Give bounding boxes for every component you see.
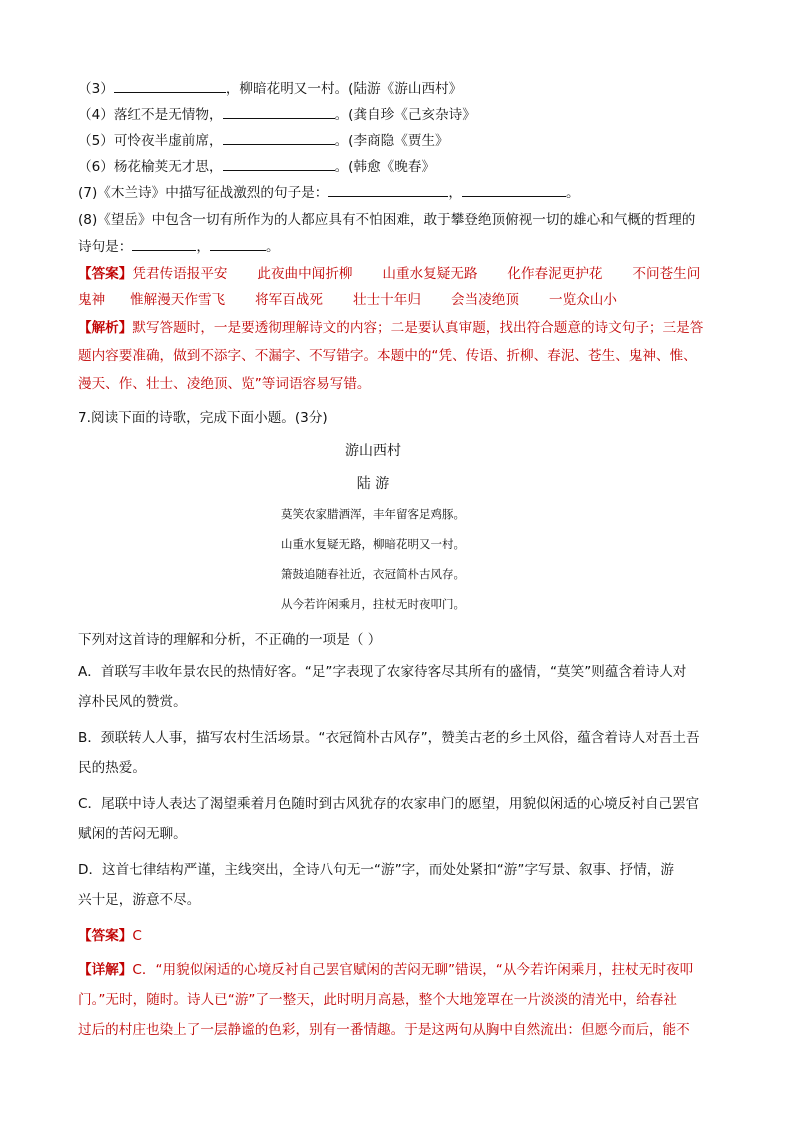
detail-7-line2: 门。”无时，随时。诗人已“游”了一整天，此时明月高悬，整个大地笼罩在一片淡淡的清光中，给春社 <box>78 992 677 1008</box>
answer-item: 不问苍生问 <box>632 266 701 282</box>
poem-author: 陆 游 <box>356 476 390 492</box>
fill-q3: （3） ，柳暗花明又一村。(陆游《游山西村》 <box>78 78 462 99</box>
answer-item: 山重水复疑无路 <box>382 266 478 282</box>
answer-blank <box>210 236 266 251</box>
answer-tag: 【答案】 <box>78 266 133 282</box>
answer-item: 此夜曲中闻折柳 <box>257 266 353 282</box>
poem-line: 莫笑农家腊酒浑，丰年留客足鸡豚。 <box>281 507 465 521</box>
fill-q6: （6）杨花榆荚无才思， 。(韩愈《晚春》 <box>78 156 435 177</box>
analysis-6-line2: 题内容要准确，做到不添字、不漏字、不写错字。本题中的“凭、传语、折柳、春泥、苍生、鬼神、惟、 <box>78 348 697 364</box>
fill-q4: （4）落红不是无情物， 。(龚自珍《己亥杂诗》 <box>78 104 476 125</box>
detail-7-line3: 过后的村庄也染上了一层静谧的色彩，别有一番情趣。于是这两句从胸中自然流出：但愿今而后，能不 <box>78 1022 690 1038</box>
poem-line: 箫鼓追随春社近，衣冠简朴古风存。 <box>281 567 465 581</box>
question-7-stem: 7.阅读下面的诗歌，完成下面小题。(3分) <box>78 410 328 426</box>
answer-blank <box>114 78 226 93</box>
answer-6-row1 <box>78 264 700 284</box>
analysis-6-line1: 【解析】默写答题时，一是要透彻理解诗文的内容；二是要认真审题，找出符合题意的诗文句子；三是答 <box>78 320 704 336</box>
option-d-line1: D．这首七律结构严谨，主线突出，全诗八句无一“游”字，而处处紧扣“游”字写景、叙事、抒情，游 <box>78 862 674 878</box>
poem-line: 山重水复疑无路，柳暗花明又一村。 <box>281 537 465 551</box>
fill-q8-line1: (8)《望岳》中包含一切有所作为的人都应具有不怕困难，敢于攀登绝顶俯视一切的雄心和气概的哲理的 <box>78 212 696 228</box>
option-c-line1: C．尾联中诗人表达了渴望乘着月色随时到古风犹存的农家串门的愿望，用貌似闲适的心境反衬自己罢官 <box>78 796 700 812</box>
analysis-6-line3: 漫天、作、壮士、凌绝顶、览”等词语容易写错。 <box>78 376 371 392</box>
answer-7 <box>78 926 142 946</box>
answer-blank <box>223 130 335 145</box>
answer-blank <box>223 156 335 171</box>
option-a-line2: 淳朴民风的赞赏。 <box>78 694 187 710</box>
answer-item: 壮士十年归 <box>353 292 421 308</box>
option-b-line2: 民的热爱。 <box>78 760 146 776</box>
analysis-tag: 【解析】 <box>78 320 133 336</box>
poem-title: 游山西村 <box>345 443 401 459</box>
answer-blank <box>223 104 335 119</box>
answer-6-row2 <box>78 290 617 310</box>
answer-item: 会当凌绝顶 <box>451 292 519 308</box>
poem-line: 从今若许闲乘月，拄杖无时夜叩门。 <box>281 597 465 611</box>
answer-blank <box>132 236 196 251</box>
fill-q8-line2: 诗句是： ， 。 <box>78 236 280 257</box>
answer-blank <box>462 182 566 197</box>
answer-item: 化作春泥更护花 <box>507 266 603 282</box>
option-a-line1: A．首联写丰收年景农民的热情好客。“足”字表现了农家待客尽其所有的盛情，“莫笑”则蕴含着诗人对 <box>78 664 687 680</box>
answer-item: 一览众山小 <box>549 292 617 308</box>
detail-tag: 【详解】 <box>78 962 133 978</box>
question-7-prompt: 下列对这首诗的理解和分析，不正确的一项是（ ） <box>78 632 382 648</box>
option-d-line2: 兴十足，游意不尽。 <box>78 892 201 908</box>
detail-7-line1: 【详解】C．“用貌似闲适的心境反衬自己罢官赋闲的苦闷无聊”错误，“从今若许闲乘月，拄杖无时夜叩 <box>78 962 694 978</box>
option-b-line1: B．颈联转人人事，描写农村生活场景。“衣冠简朴古风存”，赞美古老的乡土风俗，蕴含着诗人对吾土吾 <box>78 730 700 746</box>
fill-q5: （5）可怜夜半虚前席， 。(李商隐《贾生》 <box>78 130 449 151</box>
answer-item: 将军百战死 <box>255 292 323 308</box>
answer-blank <box>328 182 448 197</box>
answer-value: C <box>132 928 142 944</box>
option-c-line2: 赋闲的苦闷无聊。 <box>78 826 187 842</box>
answer-item: 凭君传语报平安 <box>132 266 228 282</box>
answer-item: 惟解漫天作雪飞 <box>130 292 226 308</box>
answer-tag: 【答案】 <box>78 928 133 944</box>
fill-q7: (7)《木兰诗》中描写征战激烈的句子是： ， 。 <box>78 182 580 203</box>
answer-item: 鬼神 <box>78 292 106 308</box>
